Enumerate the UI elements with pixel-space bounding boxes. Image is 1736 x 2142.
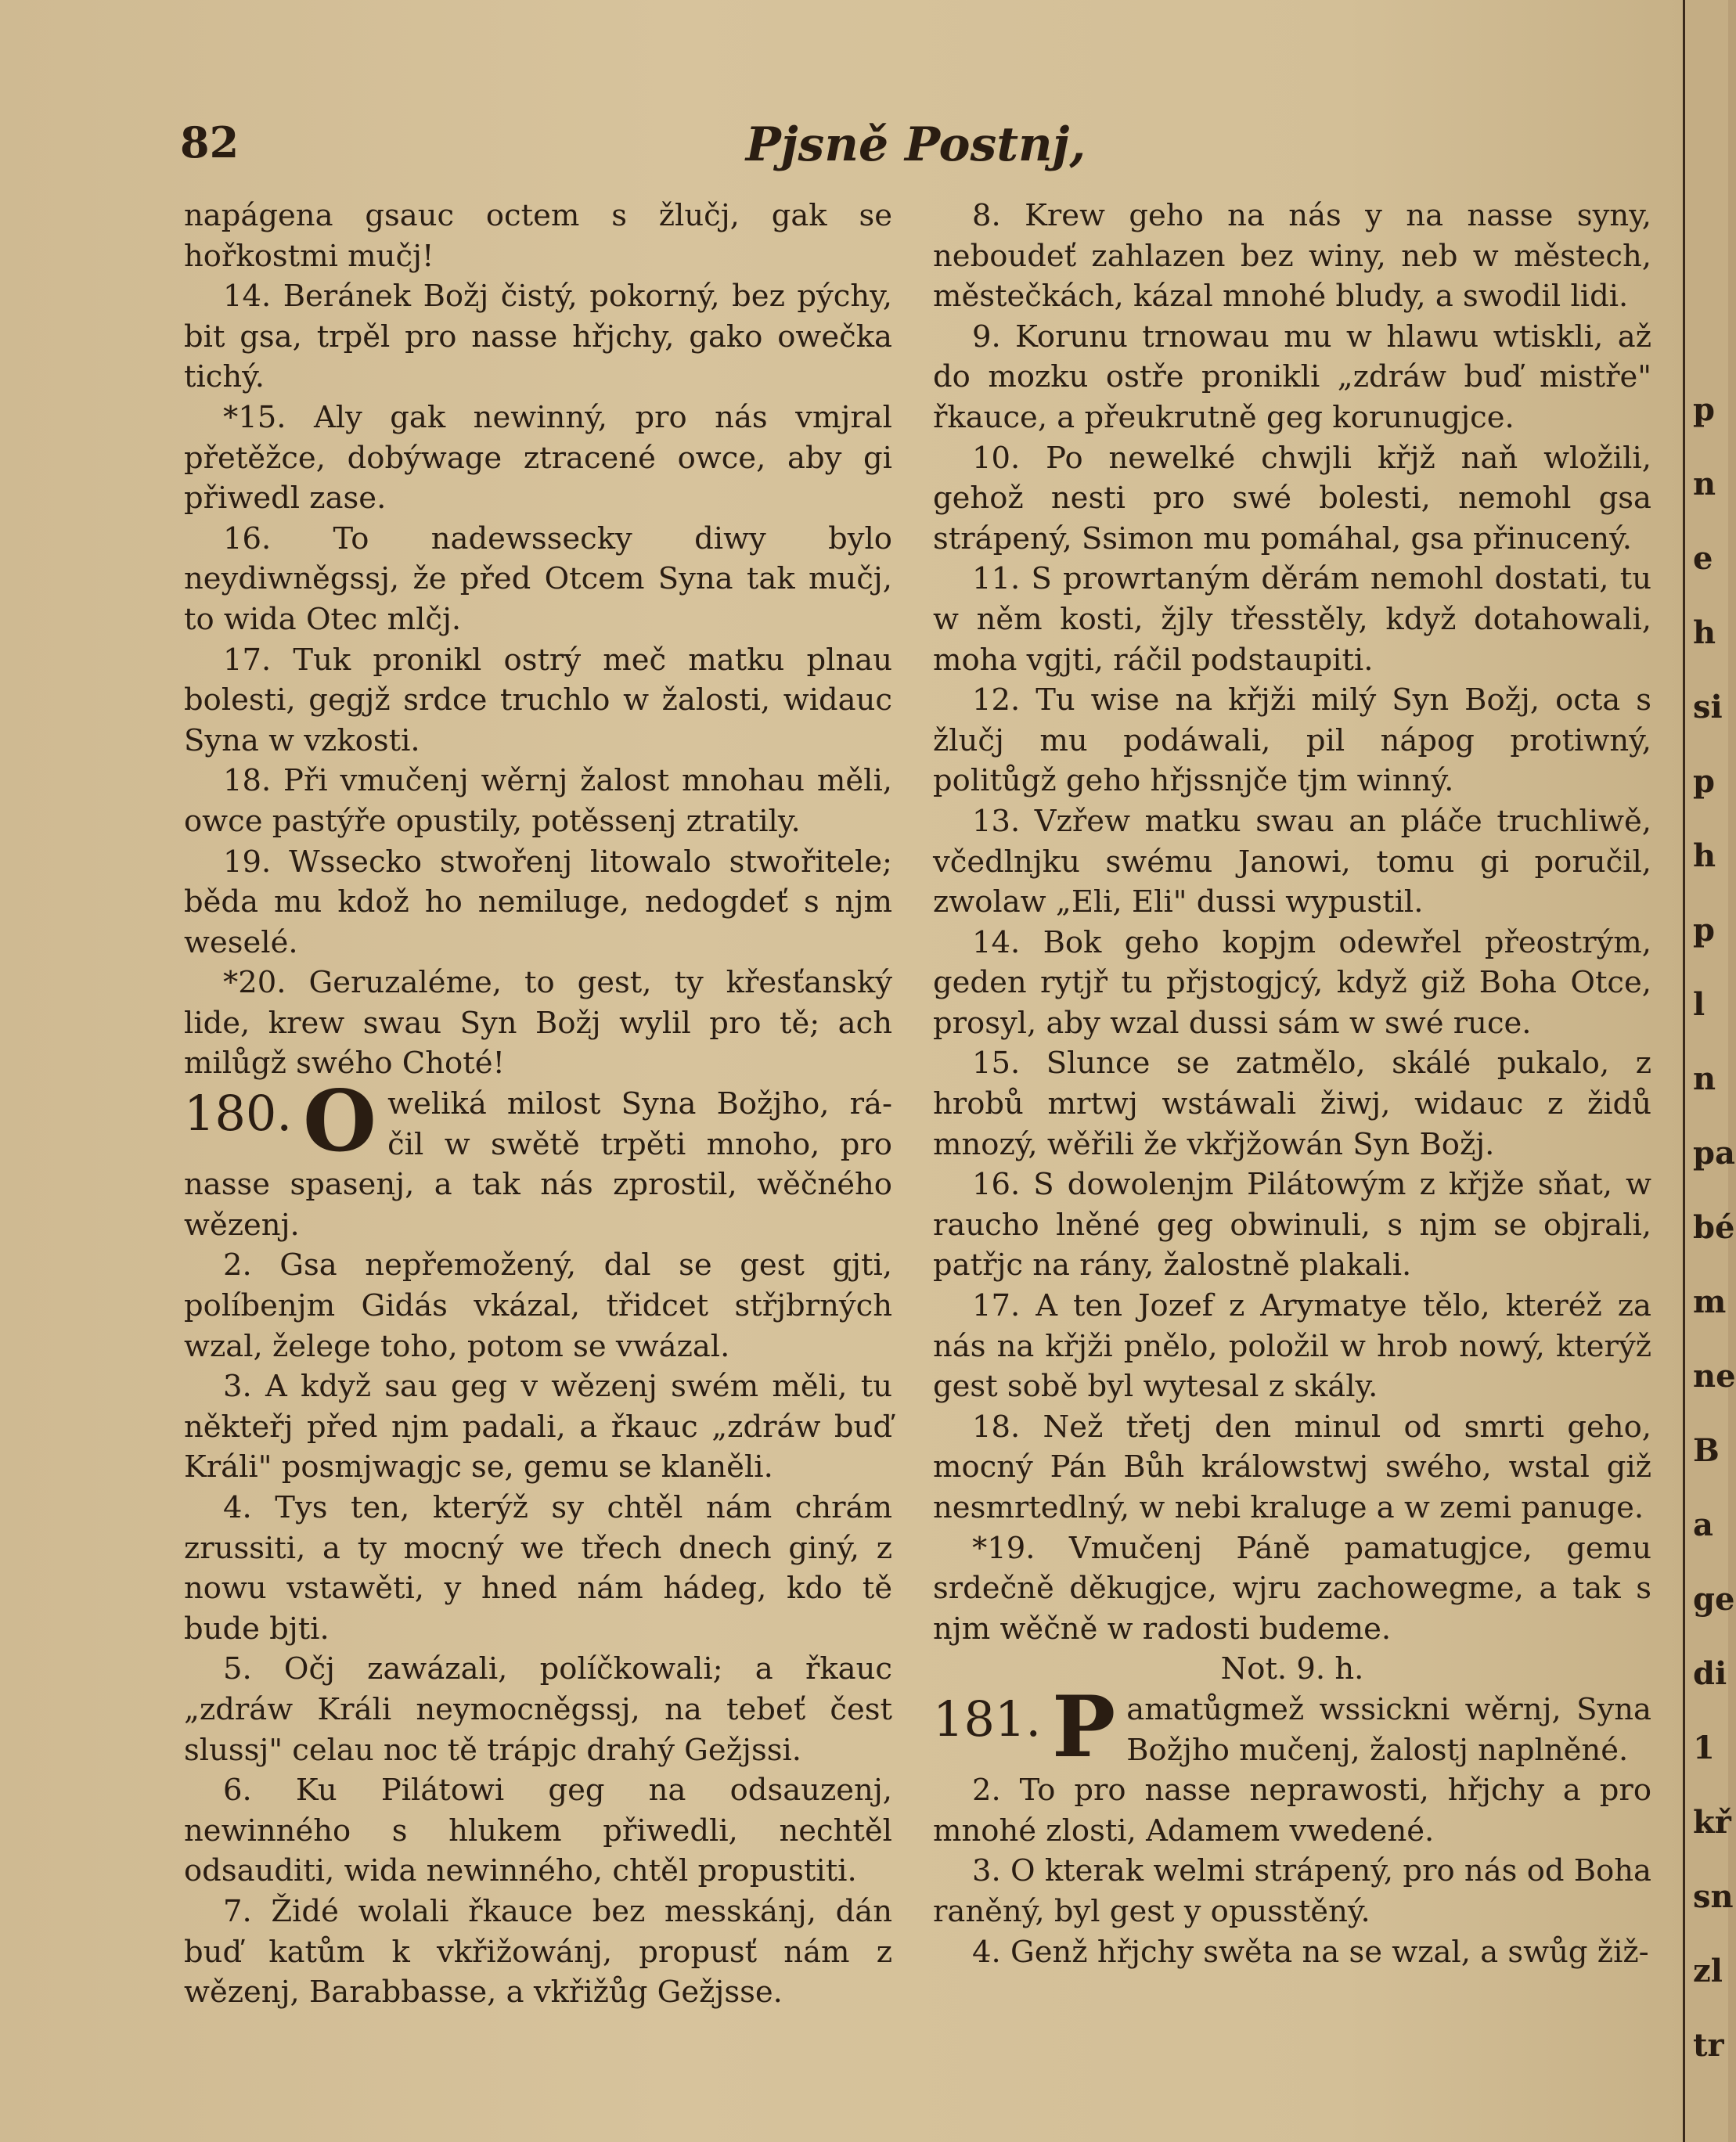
verse: 11. S prowrtaným děrám nemohl dostati, tu w něm kosti, žjly třesstěly, když dotahowali, moha vgjti, ráčil podstaupiti. xyxy=(933,561,1651,678)
verse: 4. Tys ten, kterýž sy chtěl nám chrám zrussiti, a ty mocný we třech dnech giný, z nowu vstawěti, y hned nám hádeg, kdo tě bude bjti. xyxy=(184,1490,892,1647)
hymn-start xyxy=(184,1072,892,1245)
drop-cap-initial: O xyxy=(303,1072,377,1172)
hymn-number: 180. xyxy=(184,1085,293,1143)
next-page-fragment: di xyxy=(1693,1655,1727,1692)
verse: napágena gsauc octem s žlučj, gak se hořkostmi mučj! xyxy=(184,198,892,274)
next-page-fragment: ne xyxy=(1693,1358,1736,1395)
verse: *19. Vmučenj Páně pamatugjce, gemu srdečně děkugjce, wjru zachowegme, a tak s njm wěčně w radosti budeme. xyxy=(933,1530,1651,1647)
next-page-fragment: bé xyxy=(1693,1209,1735,1246)
verse: 8. Krew geho na nás y na nasse syny, neboudeť zahlazen bez winy, neb w městech, městečkách, kázal mnohé bludy, a swodil lidi. xyxy=(933,198,1651,315)
verse: 14. Bok geho kopjm odewřel přeostrým, geden rytjř tu přjstogjcý, když giž Boha Otce, prosyl, aby wzal dussi sám w swé ruce. xyxy=(933,924,1651,1041)
verse: 5. Očj zawázali, políčkowali; a řkauc „zdráw Králi neymocněgssj, na tebeť čest slussj" celau noc tě trápjc drahý Gežjssi. xyxy=(184,1651,892,1768)
next-page-fragment: 1 xyxy=(1693,1730,1715,1766)
verse: 10. Po newelké chwjli křjž naň wložili, gehož nesti pro swé bolesti, nemohl gsa strápený, Ssimon mu pomáhal, gsa přinucený. xyxy=(933,440,1651,556)
running-title: Pjsně Postnj, xyxy=(745,117,1086,172)
hymn-text: amatůgmež wssickni wěrnj, Syna Božjho mučenj, žalostj naplněné. xyxy=(1126,1691,1651,1768)
verse: 6. Ku Pilátowi geg na odsauzenj, newinného s hlukem přiwedli, nechtěl odsauditi, wida newinného, chtěl propustiti. xyxy=(184,1773,892,1889)
next-page-fragment: m xyxy=(1693,1283,1727,1320)
verse: 7. Židé wolali řkauce bez messkánj, dán buď katům k vkřižowánj, propusť nám z wězenj, Barabbasse, a vkřižůg Gežjsse. xyxy=(184,1893,892,2011)
next-page-fragment: p xyxy=(1693,763,1715,800)
verse: 18. Než třetj den minul od smrti geho, mocný Pán Bůh králowstwj swého, wstal giž nesmrtedlný, w nebi kraluge a w zemi panuge. xyxy=(933,1409,1651,1525)
hymn-text: weliká milost Syna Božjho, rá- čil w swětě trpěti mnoho, pro nasse spasenj, a tak nás zprostil, wěčného wězenj. xyxy=(184,1086,892,1243)
next-page-fragment: e xyxy=(1693,540,1713,577)
hymn-number: 181. xyxy=(933,1690,1042,1748)
verse: 4. Genž hřjchy swěta na se wzal, a swůg žiž- xyxy=(972,1934,1649,1970)
verse: 14. Beránek Božj čistý, pokorný, bez pýchy, bit gsa, trpěl pro nasse hřjchy, gako owečka tichý. xyxy=(184,279,892,395)
next-page-fragment: p xyxy=(1693,912,1715,949)
verse: 15. Slunce se zatmělo, skálé pukalo, z hrobů mrtwj wstáwali žiwj, widauc z židů mnozý, wěřili že vkřjžowán Syn Božj. xyxy=(933,1046,1651,1162)
verse: 3. A když sau geg v wězenj swém měli, tu někteřj před njm padali, a řkauc „zdráw buď Králi" posmjwagjc se, gemu se klaněli. xyxy=(184,1369,892,1485)
verse: 12. Tu wise na křjži milý Syn Božj, octa s žlučj mu podáwali, pil nápog protiwný, politůgž geho hřjssnjče tjm winný. xyxy=(933,682,1651,799)
next-page-fragment: B xyxy=(1693,1432,1720,1469)
verse: 17. A ten Jozef z Arymatye tělo, kteréž za nás na křjži pnělo, položil w hrob nowý, kterýž gest sobě byl wytesal z skály. xyxy=(933,1288,1651,1405)
next-page-fragment: a xyxy=(1693,1507,1713,1543)
next-page-fragment: ge xyxy=(1693,1581,1735,1618)
verse: 16. S dowolenjm Pilátowým z křjže sňat, w raucho lněné geg obwinuli, s njm se objrali, patřjc na rány, žalostně plakali. xyxy=(933,1167,1651,1283)
verse: 13. Vzřew matku swau an pláče truchliwě, včedlnjku swému Janowi, tomu gi poručil, zwolaw „Eli, Eli" dussi wypustil. xyxy=(933,803,1651,920)
right-column xyxy=(933,196,1651,1972)
next-page-fragment: h xyxy=(1693,837,1716,874)
verse: 19. Wssecko stwořenj litowalo stwořitele; běda mu kdož ho nemiluge, nedogdeť s njm weselé. xyxy=(184,844,892,960)
next-page-fragment: h xyxy=(1693,614,1716,651)
next-page-fragment: p xyxy=(1693,391,1715,428)
hymn-start xyxy=(933,1677,1651,1777)
melody-note: Not. 9. h. xyxy=(1220,1651,1364,1687)
next-page-fragment: sn xyxy=(1693,1878,1734,1915)
verse: 2. Gsa nepřemožený, dal se gest gjti, políbenjm Gidás vkázal, třidcet střjbrných wzal, želege toho, potom se vwázal. xyxy=(184,1247,892,1364)
verse: 16. To nadewssecky diwy bylo neydiwněgssj, že před Otcem Syna tak mučj, to wida Otec mlčj. xyxy=(184,520,892,637)
next-page-fragment: tr xyxy=(1693,2027,1724,2064)
next-page-fragment: si xyxy=(1693,689,1723,725)
drop-cap-initial: P xyxy=(1052,1677,1116,1777)
verse: 9. Korunu trnowau mu w hlawu wtiskli, až do mozku ostře pronikli „zdráw buď mistře" řkauce, a přeukrutně geg korunugjce. xyxy=(933,319,1651,435)
next-page-fragment: n xyxy=(1693,1060,1716,1097)
verse: *15. Aly gak newinný, pro nás vmjral přetěžce, dobýwage ztracené owce, aby gi přiwedl zase. xyxy=(184,399,892,517)
next-page-fragment: n xyxy=(1693,466,1716,502)
next-page-fragment: kř xyxy=(1693,1804,1731,1841)
verse: 18. Při vmučenj wěrnj žalost mnohau měli, owce pastýře opustily, potěssenj ztratily. xyxy=(184,763,892,839)
page-number: 82 xyxy=(180,117,240,167)
next-page-fragment: l xyxy=(1693,986,1705,1023)
page-header xyxy=(180,117,1651,180)
next-page-fragment: pa xyxy=(1693,1135,1735,1172)
adjacent-page-edge xyxy=(1683,0,1736,2142)
left-column xyxy=(184,196,892,2013)
verse: 17. Tuk pronikl ostrý meč matku plnau bolesti, gegjž srdce truchlo w žalosti, widauc Syna w vzkosti. xyxy=(184,642,892,758)
verse: 3. O kterak welmi strápený, pro nás od Boha raněný, byl gest y opusstěný. xyxy=(933,1853,1651,1929)
next-page-fragment: zl xyxy=(1693,1953,1723,1989)
verse: *20. Geruzaléme, to gest, ty křesťanský lide, krew swau Syn Božj wylil pro tě; ach milůgž swého Choté! xyxy=(184,965,892,1082)
verse: 2. To pro nasse neprawosti, hřjchy a pro mnohé zlosti, Adamem vwedené. xyxy=(933,1773,1651,1849)
